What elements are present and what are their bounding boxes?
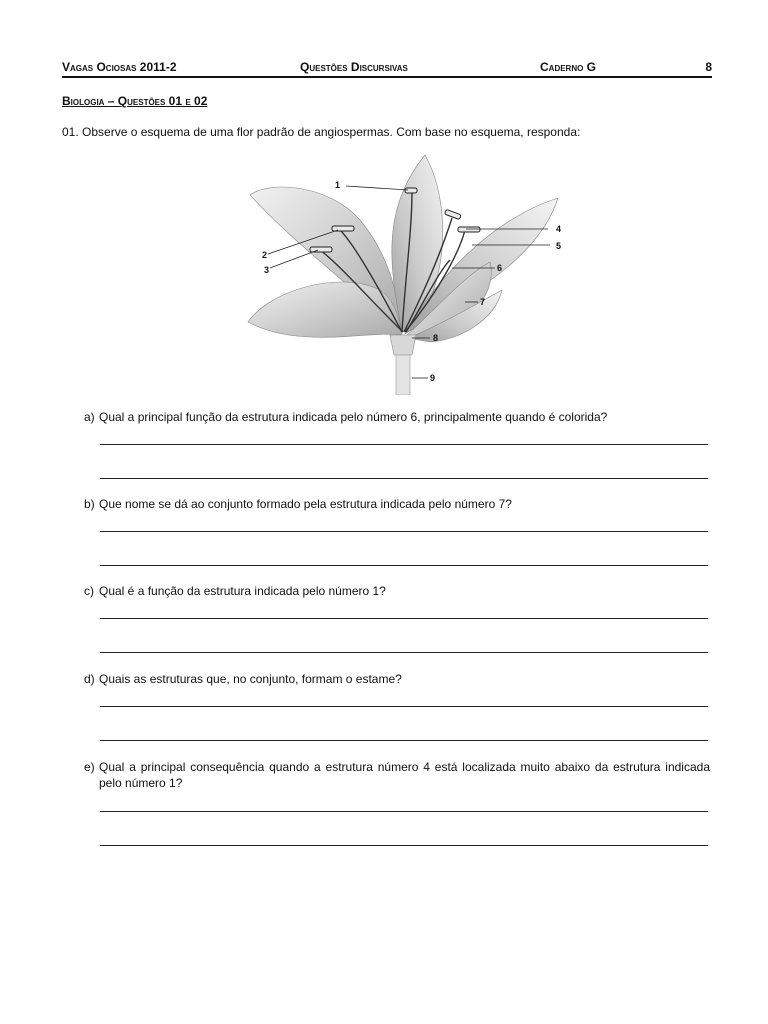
receptacle-and-peduncle — [390, 335, 416, 395]
label-1: 1 — [335, 180, 341, 190]
answer-line[interactable] — [100, 811, 708, 812]
answer-line[interactable] — [100, 740, 708, 741]
item-text: Qual a principal consequência quando a estrutura número 4 está localizada muito abaixo da estrutura indicada pelo número 1? — [99, 760, 710, 790]
item-text: Quais as estruturas que, no conjunto, formam o estame? — [99, 672, 402, 686]
item-label: a) — [84, 410, 95, 424]
question-text: Observe o esquema de uma flor padrão de angiospermas. Com base no esquema, responda: — [82, 125, 581, 139]
label-7: 7 — [480, 297, 486, 307]
page-header — [62, 60, 712, 78]
item-label: e) — [84, 760, 95, 774]
item-text: Qual a principal função da estrutura indicada pelo número 6, principalmente quando é colorida? — [99, 410, 608, 424]
question-statement — [62, 125, 580, 139]
header-exam-title: Vagas Ociosas 2011-2 — [62, 60, 177, 74]
label-5: 5 — [556, 241, 562, 251]
item-label: c) — [84, 584, 94, 598]
answer-line[interactable] — [100, 444, 708, 445]
label-6: 6 — [497, 263, 503, 273]
answer-line[interactable] — [100, 845, 708, 846]
label-9: 9 — [430, 373, 436, 383]
item-label: b) — [84, 497, 95, 511]
label-8: 8 — [433, 333, 439, 343]
answer-line[interactable] — [100, 652, 708, 653]
item-text: Qual é a função da estrutura indicada pelo número 1? — [99, 584, 386, 598]
question-number: 01. — [62, 125, 79, 139]
answer-line[interactable] — [100, 531, 708, 532]
label-4: 4 — [556, 224, 562, 234]
flower-diagram — [240, 150, 580, 395]
answer-line[interactable] — [100, 565, 708, 566]
answer-line[interactable] — [100, 478, 708, 479]
header-booklet: Caderno G — [540, 60, 597, 74]
label-3: 3 — [264, 265, 270, 275]
label-2: 2 — [262, 250, 268, 260]
header-section-title: Questões Discursivas — [300, 60, 408, 74]
item-text: Que nome se dá ao conjunto formado pela estrutura indicada pelo número 7? — [99, 497, 512, 511]
page-number: 8 — [705, 60, 712, 74]
subject-heading: Biologia – Questões 01 e 02 — [62, 94, 208, 108]
answer-line[interactable] — [100, 706, 708, 707]
answer-line[interactable] — [100, 618, 708, 619]
item-label: d) — [84, 672, 95, 686]
